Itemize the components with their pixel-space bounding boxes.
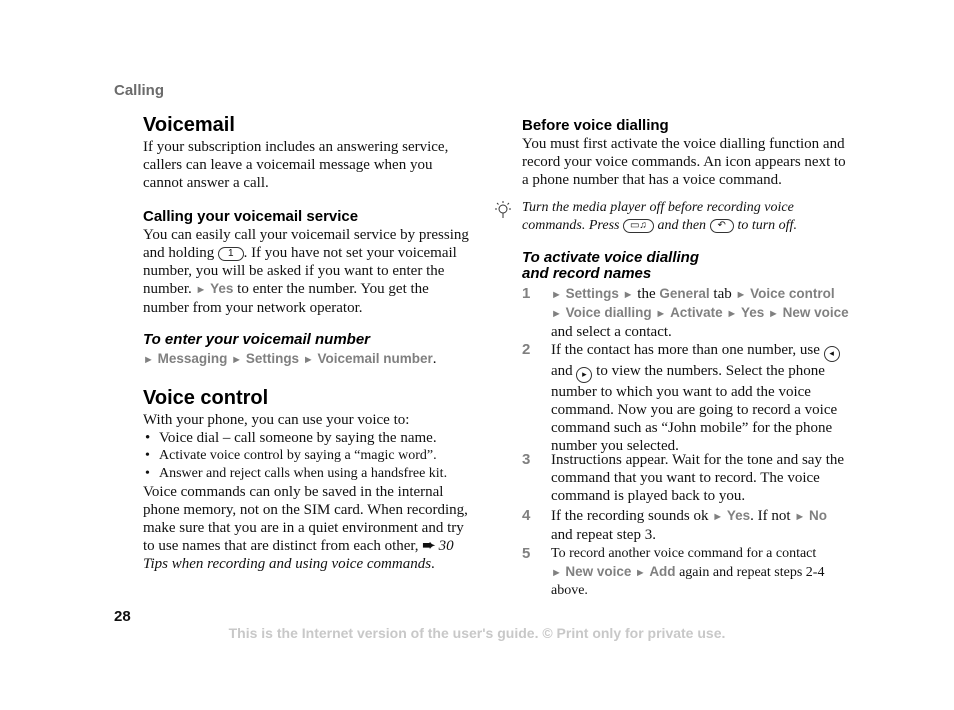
nav-voicemail-number: Voicemail number: [317, 351, 433, 366]
step-text: the: [637, 286, 656, 302]
tip-text-b: and then: [657, 218, 707, 233]
nav-activate: Activate: [670, 305, 723, 320]
step-body: [551, 545, 852, 600]
calling-voicemail-paragraph: [143, 226, 473, 317]
footer-notice: This is the Internet version of the user's guide. © Print only for private use.: [228, 625, 726, 641]
nav-key-right-icon: ▸: [576, 367, 592, 383]
arrow-right-icon: ►: [768, 308, 779, 320]
nav-add: Add: [649, 564, 676, 579]
step-number: 4: [522, 507, 531, 524]
activate-heading-line1: To activate voice dialling: [522, 249, 699, 266]
back-key-icon: ↶: [710, 219, 734, 233]
arrow-right-icon: ►: [143, 354, 154, 366]
arrow-right-icon: ►: [735, 289, 747, 301]
step-number: 2: [522, 341, 531, 358]
step-body: [551, 285, 852, 341]
page-number: 28: [114, 608, 131, 625]
bullet-item: • Voice dial – call someone by saying the name.: [143, 429, 488, 447]
step-text: To record another voice command for a contact: [551, 546, 817, 561]
step-text: and select a contact.: [551, 324, 672, 340]
step-5: [522, 545, 852, 600]
voice-control-intro: With your phone, you can use your voice to:: [143, 412, 410, 428]
step-number: 1: [522, 285, 531, 302]
nav-yes: Yes: [210, 281, 234, 296]
tip-text: [522, 199, 842, 235]
step-body: [551, 341, 852, 455]
step-text: to view the numbers. Select the phone number to which you want to add the voice command. Now you are going to record a voice command such as “John mobile” for the phone number you selected.: [551, 363, 838, 454]
step-number: 3: [522, 451, 531, 468]
step-number: 5: [522, 545, 531, 562]
arrow-right-icon: ►: [195, 284, 207, 296]
voice-control-heading: Voice control: [143, 387, 269, 409]
voicemail-heading: Voicemail: [143, 114, 235, 136]
arrow-right-icon: ►: [302, 354, 314, 366]
activate-heading-line2: and record names: [522, 265, 652, 282]
bullet-item: • Activate voice control by saying a “magic word”.: [143, 447, 488, 465]
voice-control-paragraph: [143, 483, 475, 573]
step-text: tab: [713, 286, 732, 302]
calling-text-b: . If you have not set your voicemail number, you will be asked if you want to enter the number.: [143, 245, 457, 297]
step-body: Instructions appear. Wait for the tone and say the command that you want to record. The voice command is played back to you.: [551, 452, 845, 504]
arrow-right-icon: ►: [726, 308, 738, 320]
tip-text-c: to turn off.: [737, 218, 797, 233]
step-text: and repeat step 3.: [551, 527, 656, 543]
section-label: Calling: [114, 82, 165, 99]
step-text: again and repeat steps 2-4 above.: [551, 565, 825, 598]
voice-ref-end: .: [431, 556, 435, 572]
arrow-right-icon: ►: [655, 308, 667, 320]
step-2: [522, 341, 852, 455]
step-4: [522, 507, 852, 544]
key-one-icon: 1: [218, 247, 244, 261]
period: .: [432, 351, 437, 367]
nav-general: General: [659, 286, 710, 301]
step-text: . If not: [750, 508, 791, 524]
calling-text-c: to enter the number. You get the number from your network operator.: [143, 281, 429, 316]
step-text: If the recording sounds ok: [551, 508, 709, 524]
voice-reference: 30 Tips when recording and using voice commands: [143, 538, 454, 572]
calling-voicemail-heading: Calling your voicemail service: [143, 208, 359, 225]
nav-yes: Yes: [726, 508, 751, 523]
nav-key-left-icon: ◂: [824, 346, 840, 362]
arrow-right-icon: ►: [551, 567, 562, 579]
voicemail-intro: If your subscription includes an answering service, callers can leave a voicemail message when you cannot answer a call.: [143, 139, 449, 191]
media-player-key-icon: ▭♫: [623, 219, 654, 233]
tip-text-a: Turn the media player off before recording voice commands. Press: [522, 200, 794, 233]
step-body: [551, 507, 852, 544]
arrow-right-icon: ►: [622, 289, 634, 301]
nav-voice-control: Voice control: [750, 286, 835, 301]
arrow-right-icon: ►: [551, 308, 562, 320]
step-text: and: [551, 363, 573, 379]
calling-text-a: You can easily call your voicemail service by pressing and holding: [143, 227, 469, 261]
nav-messaging: Messaging: [157, 351, 228, 366]
voice-control-bullets: [143, 429, 488, 483]
nav-settings: Settings: [565, 286, 619, 301]
arrow-right-icon: ►: [712, 511, 724, 523]
arrow-right-icon: ►: [794, 511, 806, 523]
enter-voicemail-path: [143, 350, 437, 369]
enter-voicemail-heading: To enter your voicemail number: [143, 331, 370, 348]
before-voice-dialling-paragraph: You must first activate the voice dialling function and record your voice commands. An icon appears next to a phone number that has a voice command.: [522, 136, 846, 188]
arrow-right-icon: ►: [231, 354, 243, 366]
nav-no: No: [808, 508, 827, 523]
nav-new-voice: New voice: [782, 305, 849, 320]
voice-text-a: Voice commands can only be saved in the internal phone memory, not on the SIM card. When recording, make sure that you are in a quiet environment and try to use names that are distinct from each other,: [143, 484, 468, 554]
arrow-right-icon: ►: [551, 289, 562, 301]
nav-yes: Yes: [740, 305, 765, 320]
nav-new-voice: New voice: [565, 564, 632, 579]
step-text: If the contact has more than one number, use: [551, 342, 820, 358]
before-voice-dialling-heading: Before voice dialling: [522, 117, 669, 134]
reference-arrow-icon: ➨: [422, 538, 435, 554]
step-3: [522, 451, 852, 505]
activate-voice-dialling-heading: [522, 250, 699, 282]
nav-settings: Settings: [245, 351, 300, 366]
arrow-right-icon: ►: [634, 567, 646, 579]
step-1: [522, 285, 852, 341]
nav-voice-dialling: Voice dialling: [565, 305, 652, 320]
bullet-item: • Answer and reject calls when using a handsfree kit.: [143, 465, 488, 483]
tip-lightbulb-icon: [494, 200, 512, 225]
